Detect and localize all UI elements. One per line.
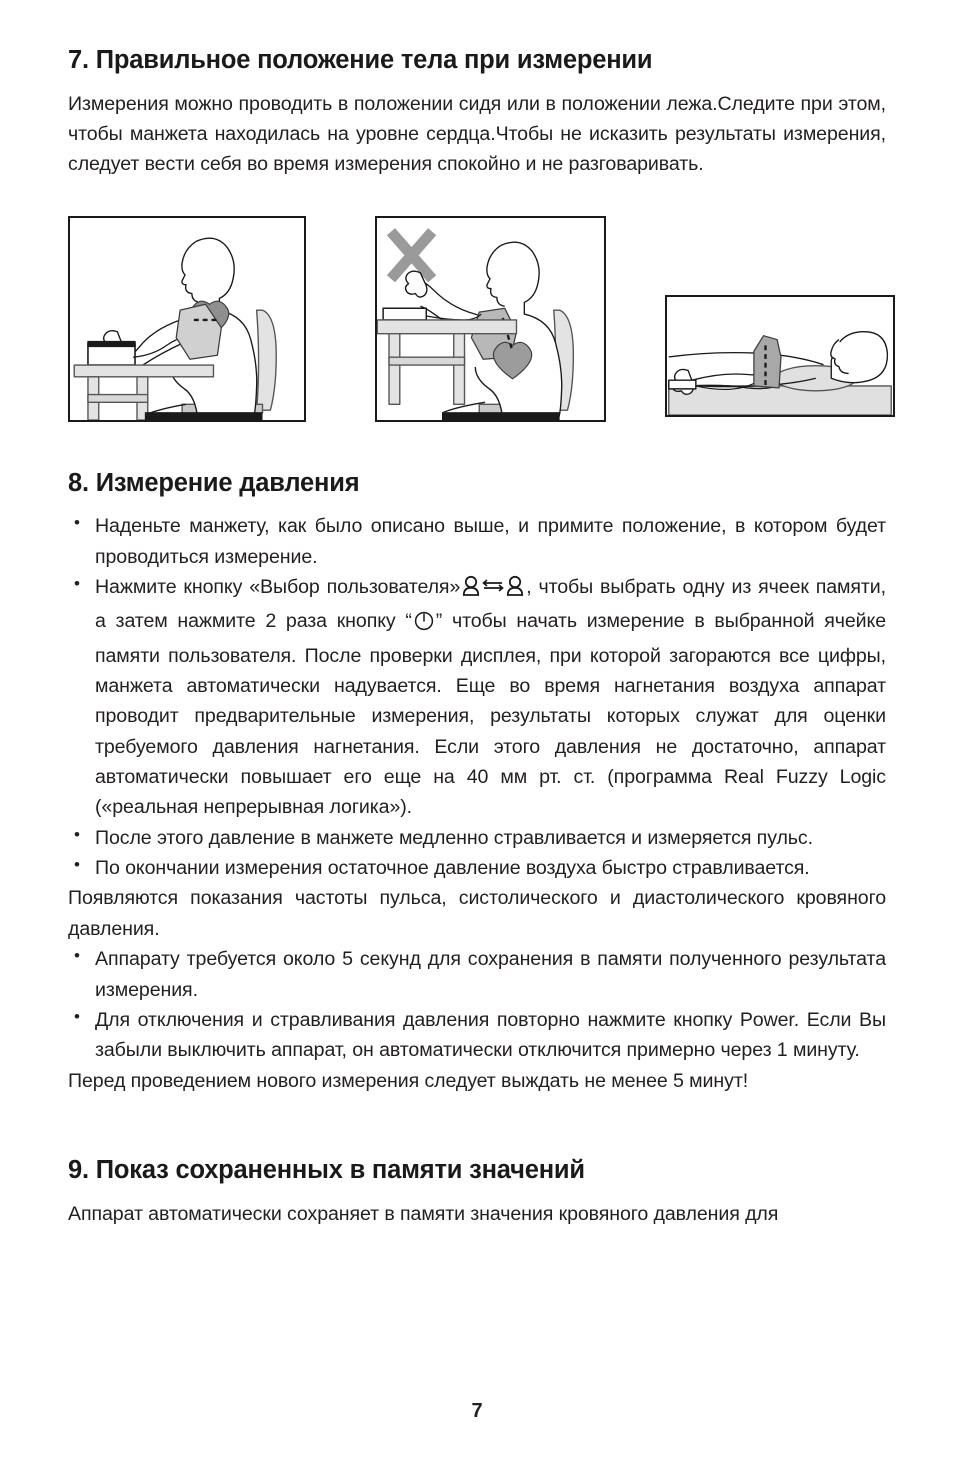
heading-gap	[68, 75, 886, 89]
bullet-user-select	[68, 572, 886, 823]
section-8-heading: 8. Измерение давления	[68, 468, 360, 497]
section-gap	[68, 1096, 886, 1142]
section-gap-extra	[68, 1142, 886, 1156]
figure-sitting-wrong	[375, 216, 606, 422]
page-number: 7	[471, 1400, 483, 1422]
bullet-deflate-pulse	[68, 823, 886, 853]
bullet-power-off	[68, 1005, 886, 1066]
top-spacer	[68, 0, 886, 46]
bullet-user-select-text-2: , чтобы выбрать одну из ячеек памяти, а затем нажмите 2 раза кнопку “	[95, 575, 886, 633]
bullet-cuff-on	[68, 511, 886, 572]
section-7-paragraph: Измерения можно проводить в положении сидя или в положении лежа.Следите при этом, чтобы манжета находилась на уровне сердца.Чтобы не исказить результаты измерения, следует вести себя во время измерения спокойно и не разговаривать.	[68, 92, 886, 176]
bullet-user-select-text-1: Нажмите кнопку «Выбор пользователя»	[95, 575, 461, 598]
heading-gap-3	[68, 1185, 886, 1199]
bullet-residual-air-text: По окончании измерения остаточное давление воздуха быстро стравливается.	[95, 857, 810, 880]
bullet-deflate-pulse-text: После этого давление в манжете медленно стравливается и измеряется пульс.	[95, 826, 813, 849]
bullet-power-off-text: Для отключения и стравливания давления повторно нажмите кнопку Power. Если Вы забыли выключить аппарат, он автоматически отключится примерно через 1 минуту.	[95, 1008, 886, 1062]
bullet-memory-save	[68, 944, 886, 1005]
figure-gap	[68, 423, 886, 469]
section-8-bullet-list-2	[68, 944, 886, 1065]
section-9-heading: 9. Показ сохраненных в памяти значений	[68, 1156, 585, 1184]
user-switch-icon	[462, 575, 524, 606]
note-wait: Перед проведением нового измерения следует выждать не менее 5 минут!	[68, 1069, 749, 1092]
paragraph-gap	[68, 180, 886, 208]
power-icon	[414, 610, 434, 640]
bullet-user-select-text-3: ” чтобы начать измерение в выбранной ячейке памяти пользователя. После проверки дисплея, при которой загораются все цифры, манжета автоматически надувается. Еще во время нагнетания воздуха аппарат проводит предварительные измерения, результаты которых служат для оценки требуемого давления нагнетания. Если этого давления не достаточно, аппарат автоматически повышает его еще на 40 мм рт. ст. (программа Real Fuzzy Logic («реальная непрерывная логика»).	[95, 610, 886, 819]
note-readings: Появляются показания частоты пульса, систолического и диастолического кровяного давления.	[68, 887, 886, 940]
illustration-band	[68, 208, 886, 423]
heading-gap-2	[68, 497, 886, 511]
section-9-paragraph: Аппарат автоматически сохраняет в памяти значения кровяного давления для	[68, 1202, 779, 1225]
section-8-bullet-list-1	[68, 511, 886, 883]
bullet-cuff-on-text: Наденьте манжету, как было описано выше, и примите положение, в котором будет проводиться измерение.	[95, 515, 886, 568]
section-7-heading: 7. Правильное положение тела при измерении	[68, 46, 653, 74]
figure-lying	[665, 295, 895, 417]
bullet-memory-save-text: Аппарату требуется около 5 секунд для сохранения в памяти полученного результата измерения.	[95, 948, 886, 1001]
bullet-residual-air	[68, 853, 886, 883]
figure-sitting-correct	[68, 216, 306, 422]
